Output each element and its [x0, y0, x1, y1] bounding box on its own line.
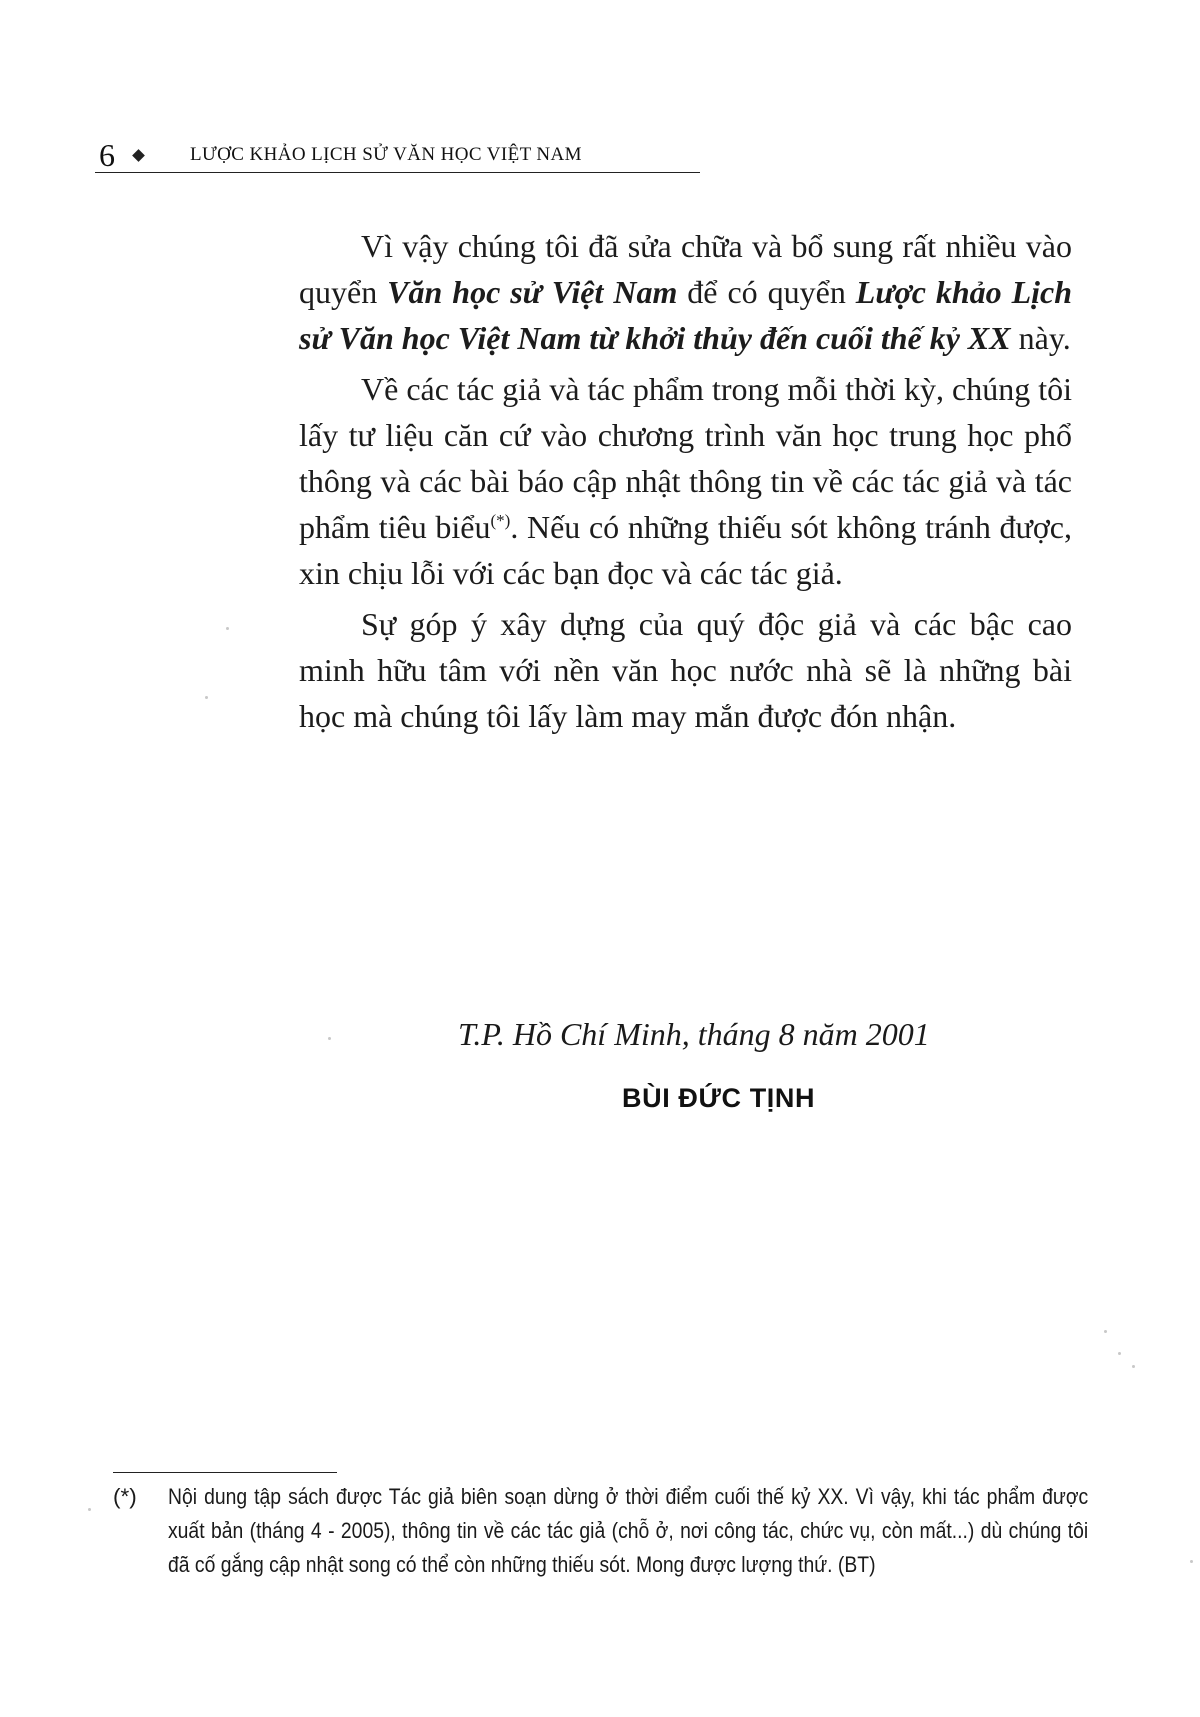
- scan-speck: [88, 1508, 91, 1511]
- paragraph-3: Sự góp ý xây dựng của quý độc giả và các bậc cao minh hữu tâm với nền văn học nước nhà sẽ là những bài học mà chúng tôi lấy làm may mắn được đón nhận.: [299, 605, 1072, 735]
- footnote-marker: (*): [113, 1484, 137, 1509]
- paragraph-2: [299, 366, 1072, 597]
- book-title-2: Lược khảo Lịch sử Văn học Việt Nam từ khởi thủy đến cuối thế kỷ XX: [299, 274, 1073, 357]
- scan-speck: [328, 1037, 331, 1040]
- scan-speck: [1104, 1330, 1107, 1333]
- scan-speck: [1118, 1352, 1121, 1355]
- paragraph-2-text-b: . Nếu có những thiếu sót không tránh được, xin chịu lỗi với các bạn đọc và các tác giả.: [299, 509, 1073, 592]
- footnote-reference: (*): [490, 511, 511, 531]
- paragraph-1-text-a: Vì vậy chúng tôi đã sửa chữa và bổ sung rất nhiều vào quyển: [299, 228, 1072, 311]
- footnote: [113, 1480, 1088, 1582]
- running-title: LƯỢC KHẢO LỊCH SỬ VĂN HỌC VIỆT NAM: [190, 144, 582, 165]
- footnote-rule: [113, 1472, 337, 1473]
- scan-speck: [205, 696, 208, 699]
- paragraph-1-text-c: này.: [1010, 320, 1071, 357]
- author-name: BÙI ĐỨC TỊNH: [622, 1083, 816, 1113]
- book-title-1: Văn học sử Việt Nam: [387, 274, 678, 311]
- page-number: 6: [99, 137, 115, 173]
- diamond-icon: [132, 149, 145, 162]
- footnote-text: Nội dung tập sách được Tác giả biên soạn dừng ở thời điểm cuối thế kỷ XX. Vì vậy, khi tác phẩm được xuất bản (tháng 4 - 2005), thông tin về các tác giả (chỗ ở, nơi công tác, chức vụ, còn mất...) dù chúng tôi đã cố gắng cập nhật song có thể còn những thiếu sót. Mong được lượng thứ. (BT): [168, 1484, 1089, 1577]
- paragraph-1-text-b: để có quyển: [677, 274, 856, 311]
- place-date: T.P. Hồ Chí Minh, tháng 8 năm 2001: [458, 1016, 930, 1052]
- running-header: [95, 138, 700, 173]
- body-text: [299, 223, 1072, 739]
- scan-speck: [1190, 1560, 1193, 1563]
- paragraph-2-text-a: Về các tác giả và tác phẩm trong mỗi thời kỳ, chúng tôi lấy tư liệu căn cứ vào chương trình văn học trung học phổ thông và các bài báo cập nhật thông tin về các tác giả và tác phẩm tiêu biểu: [299, 370, 1072, 546]
- scan-speck: [1132, 1365, 1135, 1368]
- paragraph-1: [299, 223, 1072, 362]
- scan-speck: [226, 627, 229, 630]
